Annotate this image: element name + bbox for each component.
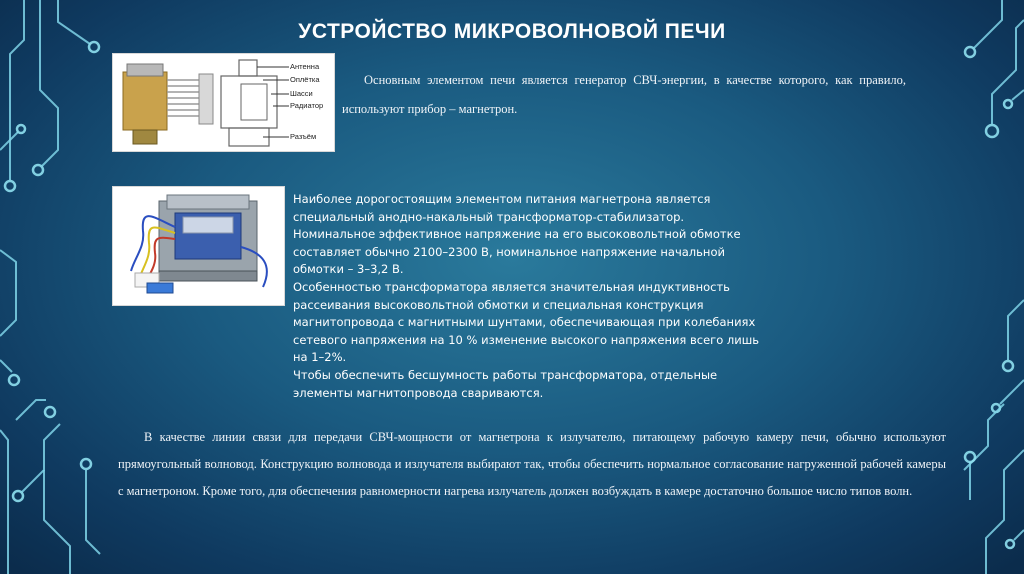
magnetron-label-radiator: Радиатор (290, 101, 324, 110)
circuit-decoration-left (0, 0, 120, 574)
transformer-line: Чтобы обеспечить бесшумность работы трансформатора, отдельные (293, 367, 718, 382)
magnetron-label-chassis: Шасси (290, 89, 313, 98)
magnetron-image (112, 53, 335, 152)
transformer-line: рассеивания высоковольтной обмотки и специальная конструкция (293, 297, 704, 312)
transformer-line: сетевого напряжения на 10 % изменение высокого напряжения всего лишь (293, 332, 760, 347)
transformer-line: магнитопровода с магнитными шунтами, обеспечивающая при колебаниях (293, 315, 756, 330)
slide-title: УСТРОЙСТВО МИКРОВОЛНОВОЙ ПЕЧИ (298, 20, 726, 43)
transformer-line: Наиболее дорогостоящим элементом питания магнетрона является (293, 192, 711, 206)
transformer-line: элементы магнитопровода свариваются. (293, 385, 544, 400)
transformer-line: Особенностью трансформатора является значительная индуктивность (293, 279, 730, 294)
waveguide-paragraph: В качестве линии связи для передачи СВЧ-мощности от магнетрона к излучателю, питающему рабочую камеру печи, обычно используют прямоугольный волновод. Конструкцию волновода и излучателя выбирают так, чтобы обеспечить нормальное согласование нагруженной рабочей камеры с магнетроном. Кроме того, для обеспечения равномерности нагрева излучатель должен возбуждать в камере достаточно большое число типов волн. (118, 430, 946, 498)
transformer-line: обмотки – 3–3,2 В. (293, 262, 404, 277)
magnetron-label-braid: Оплётка (290, 75, 320, 84)
transformer-line: Номинальное эффективное напряжение на его высоковольтной обмотке (293, 227, 741, 242)
transformer-line: на 1–2%. (293, 350, 347, 365)
transformer-line: составляет обычно 2100–2300 В, номинальное напряжение начальной (293, 244, 725, 259)
magnetron-label-connector: Разъём (290, 132, 317, 141)
transformer-description (293, 191, 793, 402)
transformer-image (112, 186, 285, 306)
magnetron-label-antenna: Антенна (290, 62, 320, 71)
transformer-line: специальный анодно-накальный трансформатор-стабилизатор. (293, 209, 685, 224)
intro-paragraph: Основным элементом печи является генератор СВЧ-энергии, в качестве которого, как правило, используют прибор – магнетрон. (342, 73, 906, 116)
